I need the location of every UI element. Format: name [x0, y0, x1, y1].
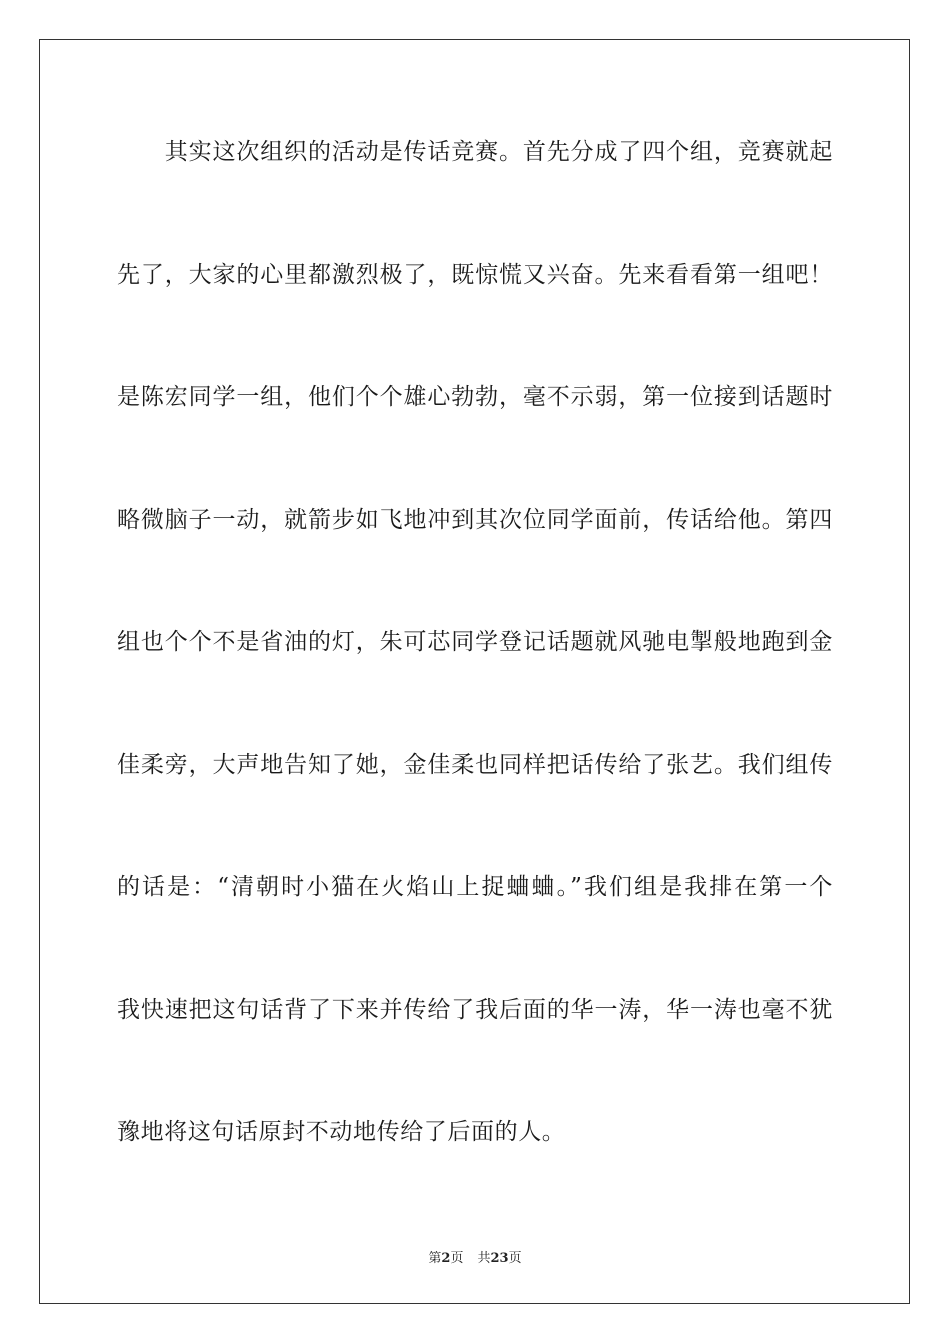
text-line: 组也个个不是省油的灯，朱可芯同学登记话题就风驰电掣般地跑到金 [117, 629, 833, 655]
text-line: 略微脑子一动，就箭步如飞地冲到其次位同学面前，传话给他。第四 [117, 506, 833, 533]
text-line: 豫地将这句话原封不动地传给了后面的人。 [117, 1119, 566, 1145]
text-line: 其实这次组织的活动是传话竞赛。首先分成了四个组，竞赛就起 [117, 139, 833, 165]
text-line: 先了，大家的心里都激烈极了，既惊慌又兴奋。先来看看第一组吧！ [117, 261, 833, 288]
page-footer [0, 1247, 950, 1266]
text-line: 佳柔旁，大声地告知了她，金佳柔也同样把话传给了张艺。我们组传 [117, 751, 833, 778]
total-pages: 23 [490, 1251, 509, 1266]
text-line: 我快速把这句话背了下来并传给了我后面的华一涛，华一涛也毫不犹 [117, 996, 833, 1023]
total-suffix: 页 [508, 1251, 522, 1266]
page-prefix: 第 [428, 1251, 442, 1266]
text-line: 的话是：“清朝时小猫在火焰山上捉蛐蛐。”我们组是我排在第一个 [117, 874, 833, 900]
page-suffix: 页 [450, 1251, 464, 1266]
page-number: 2 [441, 1251, 451, 1266]
total-prefix: 共 [477, 1251, 491, 1266]
text-line: 是陈宏同学一组，他们个个雄心勃勃，毫不示弱，第一位接到话题时 [117, 384, 833, 410]
body-paragraph [117, 130, 833, 1233]
